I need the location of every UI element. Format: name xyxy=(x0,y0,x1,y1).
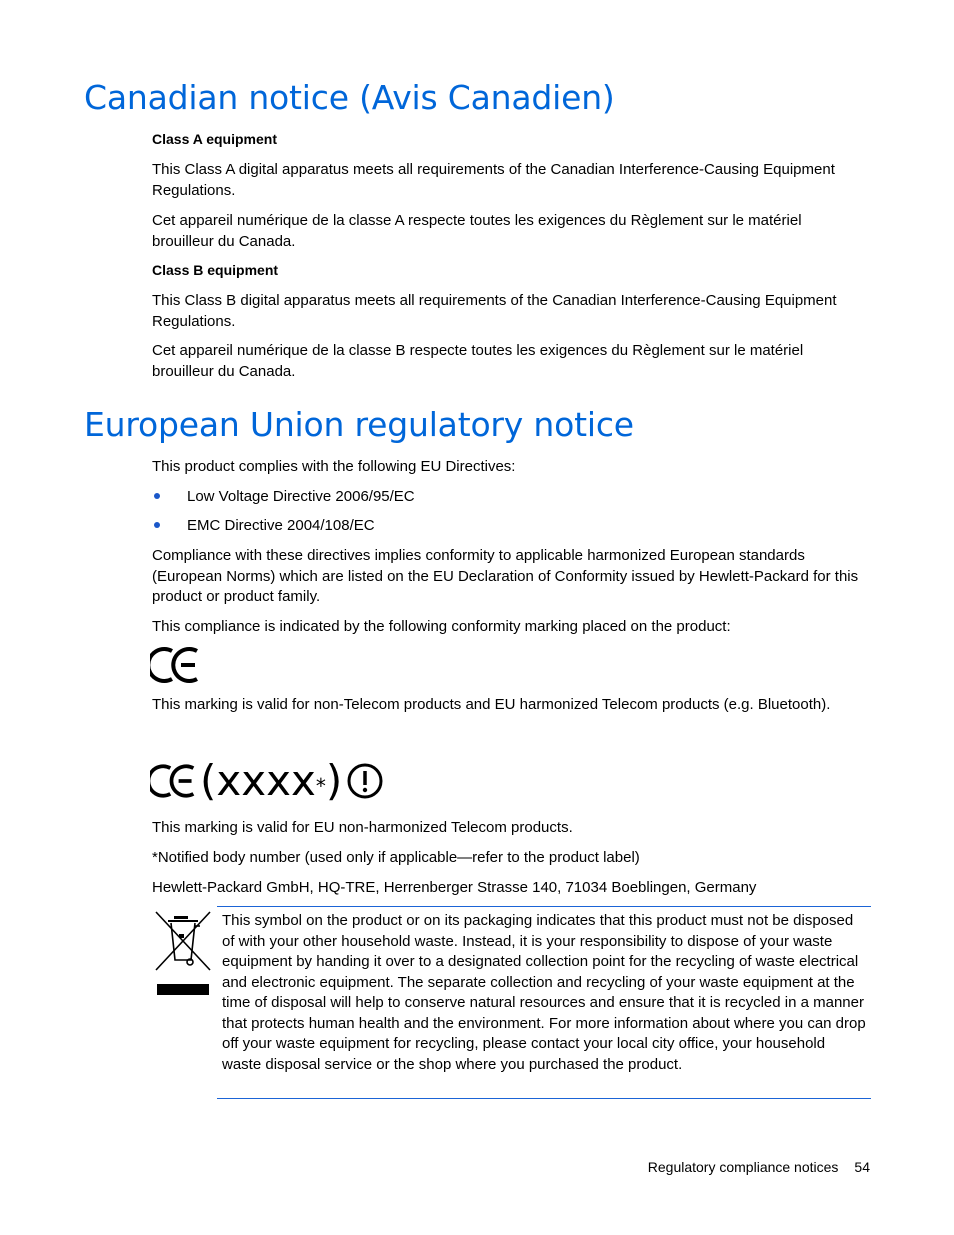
alert-circle-icon xyxy=(346,762,384,800)
eu-directives-intro: This product complies with the following EU Directives: xyxy=(152,458,516,475)
footer-section-title: Regulatory compliance notices xyxy=(647,1159,839,1175)
class-a-heading: Class A equipment xyxy=(152,131,277,147)
disposal-top-rule xyxy=(217,906,871,907)
marking-note-non-telecom: This marking is valid for non-Telecom products and EU harmonized Telecom products (e.g. Bluetooth). xyxy=(152,696,831,713)
weee-bin-icon xyxy=(150,908,216,998)
directive-item: EMC Directive 2004/108/EC xyxy=(187,517,375,534)
disposal-bottom-rule xyxy=(217,1098,871,1099)
bullet-marker xyxy=(154,522,160,528)
ce-mark-icon xyxy=(150,645,202,685)
page-number: 54 xyxy=(854,1159,870,1175)
telecom-ce-mark xyxy=(150,755,384,807)
marking-intro: This compliance is indicated by the following conformity marking placed on the product: xyxy=(152,618,731,635)
ce-mark-icon xyxy=(150,761,198,801)
directive-item: Low Voltage Directive 2006/95/EC xyxy=(187,488,415,505)
canadian-notice-heading: Canadian notice (Avis Canadien) xyxy=(84,78,615,117)
class-b-french: Cet appareil numérique de la classe B respecte toutes les exigences du Règlement sur le matériel brouilleur du Canada. xyxy=(152,342,804,380)
class-b-heading: Class B equipment xyxy=(152,262,279,278)
class-a-english: This Class A digital apparatus meets all requirements of the Canadian Interference-Causing Equipment Regulations. xyxy=(152,161,835,199)
class-b-english: This Class B digital apparatus meets all requirements of the Canadian Interference-Causing Equipment Regulations. xyxy=(152,292,837,330)
class-a-french: Cet appareil numérique de la classe A respecte toutes les exigences du Règlement sur le matériel brouilleur du Canada. xyxy=(152,212,802,250)
page-footer xyxy=(648,1159,870,1175)
hp-address: Hewlett-Packard GmbH, HQ-TRE, Herrenberger Strasse 140, 71034 Boeblingen, Germany xyxy=(152,879,757,896)
notified-body-note: *Notified body number (used only if applicable—refer to the product label) xyxy=(152,849,640,866)
bullet-marker xyxy=(154,493,160,499)
eu-notice-heading: European Union regulatory notice xyxy=(84,405,634,444)
marking-note-telecom: This marking is valid for EU non-harmonized Telecom products. xyxy=(152,819,573,836)
asterisk: * xyxy=(315,774,326,798)
compliance-paragraph: Compliance with these directives implies conformity to applicable harmonized European standards (European Norms) which are listed on the EU Declaration of Conformity issued by Hewlett-Packard for this product or product family. xyxy=(152,547,859,605)
close-paren: ) xyxy=(325,756,343,805)
notified-body-placeholder: (xxxx xyxy=(200,756,316,805)
disposal-paragraph: This symbol on the product or on its packaging indicates that this product must not be disposed of with your other household waste. Instead, it is your responsibility to dispose of your waste equipment by handing it over to a designated collection point for the recycling of waste electrical and electronic equipment. The separate collection and recycling of your waste equipment at the time of disposal will help to conserve natural resources and ensure that it is recycled in a manner that protects human health and the environment. For more information about where you can drop off your waste equipment for recycling, please contact your local city office, your household waste disposal service or the shop where you purchased the product. xyxy=(222,912,866,1073)
